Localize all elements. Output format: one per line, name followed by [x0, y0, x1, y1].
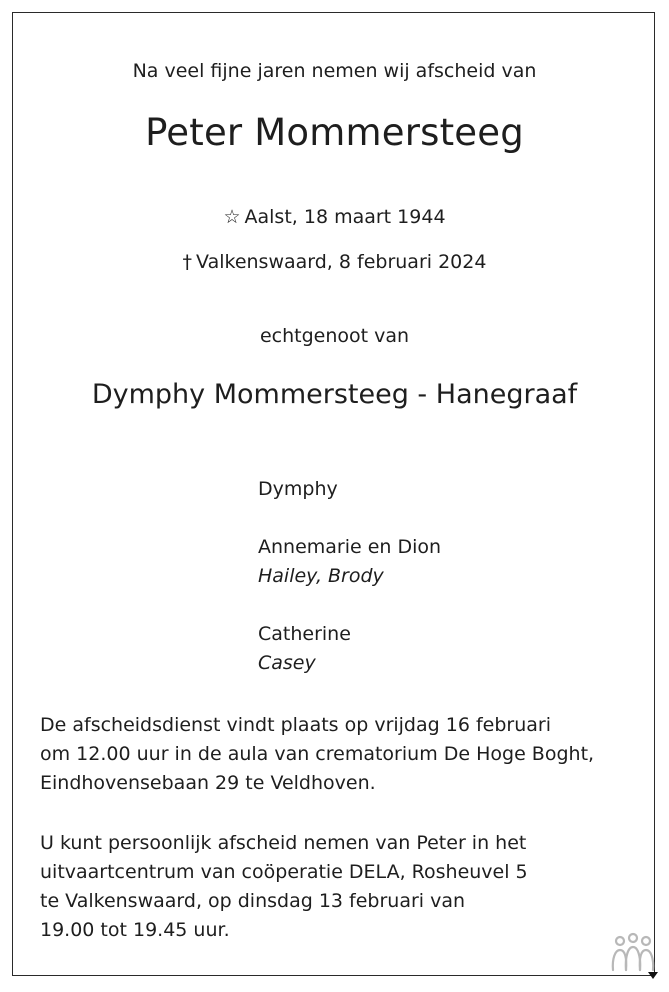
service-info — [40, 711, 594, 798]
visit-line: 19.00 tot 19.45 uur. — [40, 919, 230, 941]
death-text: Valkenswaard, 8 februari 2024 — [196, 251, 487, 273]
visit-info — [40, 829, 528, 945]
death-line — [0, 251, 669, 273]
star-icon: ☆ — [223, 206, 241, 228]
spouse-name: Dymphy Mommersteeg - Hanegraaf — [91, 379, 578, 410]
family-member: Annemarie en Dion — [258, 536, 442, 558]
family-list — [258, 475, 441, 678]
visit-line: uitvaartcentrum van coöperatie DELA, Rosheuvel 5 — [40, 861, 528, 883]
visit-line: te Valkenswaard, op dinsdag 13 februari van — [40, 890, 466, 912]
deceased-name: Peter Mommersteeg — [145, 111, 524, 154]
family-children: Hailey, Brody — [258, 565, 384, 587]
family-member: Dymphy — [258, 478, 338, 500]
birth-line — [0, 206, 669, 228]
cross-icon: † — [182, 251, 193, 273]
service-line: Eindhovensebaan 29 te Veldhoven. — [40, 772, 376, 794]
triangle-down-icon — [648, 972, 658, 979]
family-children: Casey — [258, 652, 316, 674]
family-group — [258, 475, 441, 504]
family-group — [258, 533, 441, 591]
birth-text: Aalst, 18 maart 1944 — [244, 206, 446, 228]
logo — [607, 932, 659, 980]
people-group-icon — [613, 934, 653, 970]
relation-text: echtgenoot van — [259, 325, 410, 347]
family-group — [258, 620, 441, 678]
service-line: om 12.00 uur in de aula van crematorium De Hoge Boght, — [40, 743, 595, 765]
intro-text: Na veel fijne jaren nemen wij afscheid van — [132, 60, 537, 82]
service-line: De afscheidsdienst vindt plaats op vrijdag 16 februari — [40, 714, 551, 736]
family-member: Catherine — [258, 623, 351, 645]
visit-line: U kunt persoonlijk afscheid nemen van Peter in het — [40, 832, 527, 854]
